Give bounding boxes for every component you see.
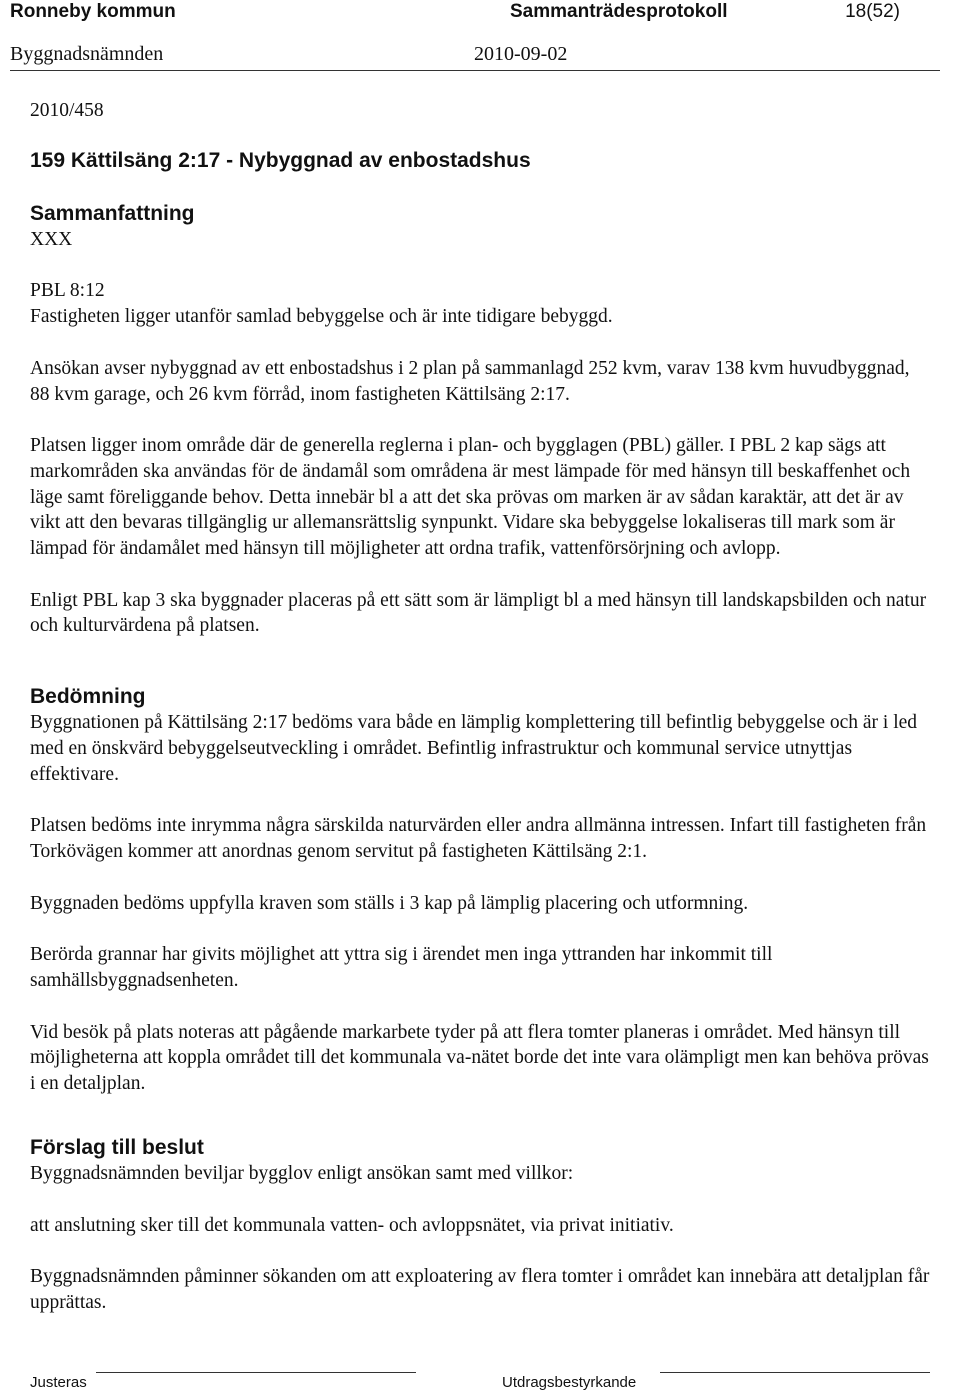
assessment-paragraph: Berörda grannar har givits möjlighet att yttra sig i ärendet men inga yttranden har inkommit till samhällsbyggnadsenheten.: [30, 944, 773, 992]
assessment-paragraph: Byggnaden bedöms uppfylla kraven som ställs i 3 kap på lämplig placering och utformning.: [30, 892, 749, 914]
page-number: 18(52): [845, 1, 900, 22]
summary-paragraph: Ansökan avser nybyggnad av ett enbostadshus i 2 plan på sammanlagd 252 kvm, varav 138 kvm huvudbyggnad, 88 kvm garage, och 26 kvm förråd, inom fastigheten Kättilsäng 2:17.: [30, 357, 910, 405]
summary-paragraph: Platsen ligger inom område där de generella reglerna i plan- och bygglagen (PBL) gäller. I PBL 2 kap sägs att markområden ska användas för de ändamål som områdena är mest lämpade för med hänsyn till beskaffenhet och läge samt föreliggande behov. Detta innebär bl a att det ska prövas om marken är av sådan karaktär, att det är av vikt att den bevaras tillgänglig ur allemansrättslig synpunkt. Vidare ska bebyggelse lokaliseras till mark som är lämpad för ändamålet med hänsyn till möjligheter att ordna trafik, vattenförsörjning och avlopp.: [30, 435, 911, 560]
summary-paragraph: Enligt PBL kap 3 ska byggnader placeras på ett sätt som är lämpligt bl a med hänsyn till landskapsbilden och natur och kulturvärdena på platsen.: [30, 589, 927, 637]
page-header-top: [10, 0, 900, 26]
case-title-text: 159 Kättilsäng 2:17 - Nybyggnad av enbostadshus: [30, 148, 531, 172]
assessment-paragraph: Byggnationen på Kättilsäng 2:17 bedöms vara både en lämplig komplettering till befintlig bebyggelse och är i led med en önskvärd bebyggelseutveckling i området. Befintlig infrastruktur och kommunal service utnyttjas effektivare.: [30, 712, 918, 785]
meeting-date: 2010-09-02: [474, 43, 568, 65]
header-divider: [10, 70, 940, 71]
justeras-signature-line: [96, 1372, 416, 1373]
justeras-label: Justeras: [30, 1374, 87, 1391]
utdragsbestyrkande-label: Utdragsbestyrkande: [502, 1374, 637, 1391]
law-reference: PBL 8:12: [30, 280, 105, 302]
case-title: [30, 147, 930, 175]
case-reference: 2010/458: [30, 100, 104, 121]
summary-placeholder: XXX: [30, 228, 73, 250]
document-type: Sammanträdesprotokoll: [510, 1, 728, 22]
proposal-heading: Förslag till beslut: [30, 1135, 204, 1159]
committee-name: Byggnadsnämnden: [10, 43, 164, 65]
organization-name: Ronneby kommun: [10, 1, 176, 22]
utdragsbestyrkande-signature-line: [660, 1372, 930, 1373]
document-body: [30, 98, 930, 1316]
assessment-paragraph: Vid besök på plats noteras att pågående markarbete tyder på att flera tomter planeras i området. Med hänsyn till möjligheterna att koppla området till det kommunala va-nätet borde det inte vara olämpligt men kan behöva prövas i en detaljplan.: [30, 1021, 929, 1095]
summary-heading: Sammanfattning: [30, 201, 195, 225]
assessment-paragraph: Platsen bedöms inte inrymma några särskilda naturvärden eller andra allmänna intressen. Infart till fastigheten från Torkövägen kommer att anordnas genom servitut på fastigheten Kättilsäng 2:1.: [30, 815, 927, 862]
proposal-paragraph: Byggnadsnämnden beviljar bygglov enligt ansökan samt med villkor:: [30, 1162, 574, 1184]
summary-paragraph: Fastigheten ligger utanför samlad bebyggelse och är inte tidigare bebyggd.: [30, 306, 613, 328]
proposal-paragraph: Byggnadsnämnden påminner sökanden om att exploatering av flera tomter i området kan innebära att detaljplan får upprättas.: [30, 1266, 930, 1313]
proposal-condition: att anslutning sker till det kommunala vatten- och avloppsnätet, via privat initiativ.: [30, 1214, 674, 1236]
assessment-heading: Bedömning: [30, 685, 146, 709]
